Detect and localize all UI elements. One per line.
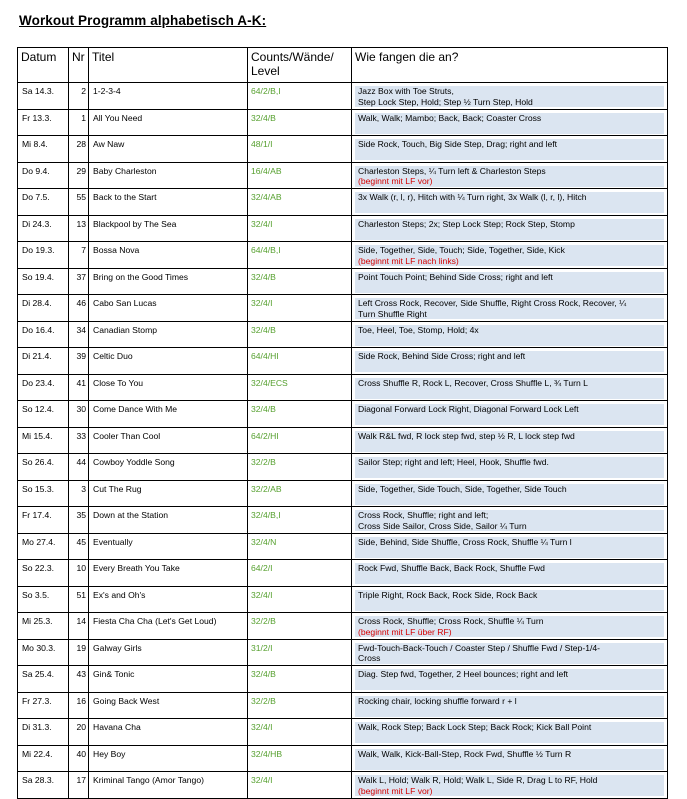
cell-nr: 29 — [69, 162, 89, 189]
steps-box — [355, 86, 664, 107]
cell-counts: 32/4/B — [248, 109, 352, 136]
cell-nr: 14 — [69, 613, 89, 640]
cell-steps — [352, 666, 668, 693]
table-row — [18, 268, 668, 295]
cell-steps — [352, 189, 668, 216]
table-row — [18, 745, 668, 772]
cell-datum: Di 31.3. — [18, 719, 69, 746]
steps-box — [355, 219, 664, 240]
cell-steps — [352, 745, 668, 772]
step-text: Side, Together, Side Touch, Side, Together, Side Touch — [358, 483, 567, 494]
table-row — [18, 189, 668, 216]
table-row — [18, 215, 668, 242]
table-row — [18, 454, 668, 481]
steps-box — [355, 616, 664, 637]
table-row — [18, 480, 668, 507]
table-row — [18, 242, 668, 269]
table-row — [18, 692, 668, 719]
cell-steps — [352, 136, 668, 163]
header-nr: Nr — [69, 48, 89, 83]
cell-nr: 2 — [69, 83, 89, 110]
cell-titel: Eventually — [89, 533, 248, 560]
header-counts: Counts/Wände/ Level — [248, 48, 352, 83]
cell-counts: 64/4/HI — [248, 348, 352, 375]
table-row — [18, 162, 668, 189]
cell-datum: Do 19.3. — [18, 242, 69, 269]
cell-datum: Mo 27.4. — [18, 533, 69, 560]
cell-counts: 32/4/I — [248, 215, 352, 242]
table-row — [18, 348, 668, 375]
steps-box — [355, 431, 664, 452]
table-row — [18, 83, 668, 110]
steps-box — [355, 298, 664, 319]
cell-nr: 7 — [69, 242, 89, 269]
step-text: Charleston Steps, ¼ Turn left & Charleston Steps — [358, 165, 546, 176]
cell-steps — [352, 374, 668, 401]
cell-steps — [352, 215, 668, 242]
cell-datum: Sa 14.3. — [18, 83, 69, 110]
step-text: Cross Side Sailor, Cross Side, Sailor ¼ Turn — [358, 520, 527, 531]
steps-box — [355, 696, 664, 717]
header-titel: Titel — [89, 48, 248, 83]
cell-nr: 16 — [69, 692, 89, 719]
cell-counts: 32/4/I — [248, 586, 352, 613]
steps-box — [355, 113, 664, 134]
step-text: Diag. Step fwd, Together, 2 Heel bounces; right and left — [358, 669, 569, 679]
cell-steps — [352, 719, 668, 746]
cell-titel: Cut The Rug — [89, 480, 248, 507]
steps-box — [355, 351, 664, 372]
cell-steps — [352, 480, 668, 507]
table-row — [18, 374, 668, 401]
cell-counts: 32/4/B — [248, 666, 352, 693]
cell-nr: 33 — [69, 427, 89, 454]
table-header-row — [18, 48, 668, 83]
step-text: Fwd-Touch-Back-Touch / Coaster Step / Shuffle Fwd / Step-1/4- — [358, 642, 601, 653]
step-text: Step Lock Step, Hold; Step ½ Turn Step, Hold — [358, 96, 533, 107]
cell-titel: All You Need — [89, 109, 248, 136]
cell-steps — [352, 401, 668, 428]
table-row — [18, 109, 668, 136]
cell-nr: 55 — [69, 189, 89, 216]
cell-titel: Bossa Nova — [89, 242, 248, 269]
cell-steps — [352, 83, 668, 110]
step-text: Cross — [358, 653, 381, 664]
cell-counts: 32/4/B,I — [248, 507, 352, 534]
cell-counts: 32/2/B — [248, 692, 352, 719]
cell-nr: 10 — [69, 560, 89, 587]
cell-counts: 32/4/ECS — [248, 374, 352, 401]
step-note: (beginnt mit LF vor) — [358, 176, 433, 187]
cell-steps — [352, 586, 668, 613]
cell-counts: 32/2/AB — [248, 480, 352, 507]
cell-titel: Gin& Tonic — [89, 666, 248, 693]
cell-counts: 32/4/I — [248, 772, 352, 799]
table-row — [18, 639, 668, 666]
steps-box — [355, 139, 664, 160]
cell-titel: Havana Cha — [89, 719, 248, 746]
step-text: Left Cross Rock, Recover, Side Shuffle, Right Cross Rock, Recover, ¼ — [358, 298, 627, 308]
cell-nr: 39 — [69, 348, 89, 375]
cell-datum: Sa 25.4. — [18, 666, 69, 693]
cell-titel: Bring on the Good Times — [89, 268, 248, 295]
cell-datum: So 19.4. — [18, 268, 69, 295]
table-row — [18, 533, 668, 560]
cell-steps — [352, 560, 668, 587]
step-text: Rock Fwd, Shuffle Back, Back Rock, Shuffle Fwd — [358, 563, 545, 573]
cell-titel: Close To You — [89, 374, 248, 401]
cell-nr: 19 — [69, 639, 89, 666]
cell-titel: Fiesta Cha Cha (Let's Get Loud) — [89, 613, 248, 640]
cell-datum: Mi 8.4. — [18, 136, 69, 163]
step-text: Toe, Heel, Toe, Stomp, Hold; 4x — [358, 324, 479, 335]
cell-steps — [352, 639, 668, 666]
step-text: Point Touch Point; Behind Side Cross; right and left — [358, 271, 553, 282]
cell-counts: 64/4/B,I — [248, 242, 352, 269]
cell-datum: So 22.3. — [18, 560, 69, 587]
table-row — [18, 295, 668, 322]
cell-datum: So 3.5. — [18, 586, 69, 613]
steps-box — [355, 457, 664, 478]
cell-nr: 30 — [69, 401, 89, 428]
cell-counts: 32/4/B — [248, 401, 352, 428]
step-text: Diagonal Forward Lock Right, Diagonal Forward Lock Left — [358, 404, 579, 414]
cell-nr: 1 — [69, 109, 89, 136]
cell-steps — [352, 427, 668, 454]
header-wie: Wie fangen die an? — [352, 48, 668, 83]
cell-datum: Fr 13.3. — [18, 109, 69, 136]
cell-nr: 45 — [69, 533, 89, 560]
cell-counts: 64/2/I — [248, 560, 352, 587]
cell-nr: 41 — [69, 374, 89, 401]
step-text: Side Rock, Touch, Big Side Step, Drag; right and left — [358, 139, 558, 149]
cell-titel: Kriminal Tango (Amor Tango) — [89, 772, 248, 799]
cell-counts: 32/4/HB — [248, 745, 352, 772]
table-row — [18, 666, 668, 693]
cell-titel: Cabo San Lucas — [89, 295, 248, 322]
table-row — [18, 586, 668, 613]
step-text: Jazz Box with Toe Struts, — [358, 86, 454, 96]
cell-datum: Do 9.4. — [18, 162, 69, 189]
cell-datum: Mi 22.4. — [18, 745, 69, 772]
cell-counts: 16/4/AB — [248, 162, 352, 189]
steps-box — [355, 563, 664, 584]
cell-datum: Di 21.4. — [18, 348, 69, 375]
cell-steps — [352, 295, 668, 322]
cell-titel: Down at the Station — [89, 507, 248, 534]
cell-titel: Canadian Stomp — [89, 321, 248, 348]
step-text: Cross Rock, Shuffle; right and left; — [358, 510, 489, 520]
cell-counts: 32/4/AB — [248, 189, 352, 216]
cell-counts: 64/2/B,I — [248, 83, 352, 110]
cell-datum: Di 28.4. — [18, 295, 69, 322]
steps-box — [355, 669, 664, 690]
cell-steps — [352, 242, 668, 269]
steps-box — [355, 643, 664, 664]
cell-nr: 46 — [69, 295, 89, 322]
steps-box — [355, 775, 664, 796]
steps-box — [355, 325, 664, 346]
steps-box — [355, 537, 664, 558]
steps-box — [355, 404, 664, 425]
step-text: Side, Behind, Side Shuffle, Cross Rock, Shuffle ¼ Turn l — [358, 536, 572, 547]
cell-nr: 35 — [69, 507, 89, 534]
header-datum: Datum — [18, 48, 69, 83]
cell-nr: 3 — [69, 480, 89, 507]
step-text: Sailor Step; right and left; Heel, Hook, Shuffle fwd. — [358, 457, 549, 467]
steps-box — [355, 484, 664, 505]
step-text: Walk, Walk, Kick-Ball-Step, Rock Fwd, Shuffle ½ Turn R — [358, 748, 572, 759]
cell-datum: Do 16.4. — [18, 321, 69, 348]
step-text: Side, Together, Side, Touch; Side, Together, Side, Kick — [358, 245, 565, 255]
cell-steps — [352, 454, 668, 481]
step-text: Cross Shuffle R, Rock L, Recover, Cross Shuffle L, ¾ Turn L — [358, 377, 588, 388]
cell-nr: 28 — [69, 136, 89, 163]
cell-titel: Ex's and Oh's — [89, 586, 248, 613]
cell-steps — [352, 613, 668, 640]
steps-box — [355, 245, 664, 266]
cell-titel: Every Breath You Take — [89, 560, 248, 587]
steps-box — [355, 590, 664, 611]
steps-box — [355, 192, 664, 213]
cell-steps — [352, 321, 668, 348]
step-text: 3x Walk (r, l, r), Hitch with ¼ Turn right, 3x Walk (l, r, l), Hitch — [358, 192, 587, 202]
cell-titel: Aw Naw — [89, 136, 248, 163]
cell-titel: Cooler Than Cool — [89, 427, 248, 454]
step-text: Charleston Steps; 2x; Step Lock Step; Rock Step, Stomp — [358, 218, 575, 229]
cell-datum: Do 23.4. — [18, 374, 69, 401]
step-note: (beginnt mit LF vor) — [358, 785, 433, 796]
table-row — [18, 401, 668, 428]
table-row — [18, 613, 668, 640]
workout-table — [17, 47, 668, 799]
table-row — [18, 560, 668, 587]
cell-datum: Sa 28.3. — [18, 772, 69, 799]
cell-datum: Mi 25.3. — [18, 613, 69, 640]
cell-titel: Come Dance With Me — [89, 401, 248, 428]
cell-steps — [352, 692, 668, 719]
cell-titel: Baby Charleston — [89, 162, 248, 189]
cell-steps — [352, 507, 668, 534]
cell-titel: Going Back West — [89, 692, 248, 719]
cell-nr: 34 — [69, 321, 89, 348]
cell-nr: 40 — [69, 745, 89, 772]
step-text: Walk R&L fwd, R lock step fwd, step ½ R, L lock step fwd — [358, 430, 575, 441]
step-text: Walk L, Hold; Walk R, Hold; Walk L, Side R, Drag L to RF, Hold — [358, 775, 598, 785]
step-text: Rocking chair, locking shuffle forward r + l — [358, 695, 517, 706]
table-row — [18, 427, 668, 454]
cell-counts: 64/2/HI — [248, 427, 352, 454]
step-note: (beginnt mit LF über RF) — [358, 626, 452, 637]
cell-datum: Mi 15.4. — [18, 427, 69, 454]
cell-datum: Do 7.5. — [18, 189, 69, 216]
cell-nr: 17 — [69, 772, 89, 799]
cell-nr: 44 — [69, 454, 89, 481]
cell-counts: 32/4/B — [248, 321, 352, 348]
steps-box — [355, 722, 664, 743]
cell-nr: 37 — [69, 268, 89, 295]
cell-steps — [352, 772, 668, 799]
cell-datum: Fr 27.3. — [18, 692, 69, 719]
cell-datum: Mo 30.3. — [18, 639, 69, 666]
cell-titel: 1-2-3-4 — [89, 83, 248, 110]
step-text: Turn Shuffle Right — [358, 308, 427, 319]
step-note: (beginnt mit LF nach links) — [358, 255, 459, 266]
cell-counts: 32/4/N — [248, 533, 352, 560]
step-text: Side Rock, Behind Side Cross; right and left — [358, 351, 526, 361]
cell-nr: 13 — [69, 215, 89, 242]
cell-counts: 32/4/I — [248, 295, 352, 322]
cell-titel: Galway Girls — [89, 639, 248, 666]
cell-counts: 32/4/B — [248, 268, 352, 295]
cell-titel: Back to the Start — [89, 189, 248, 216]
cell-steps — [352, 268, 668, 295]
cell-titel: Hey Boy — [89, 745, 248, 772]
cell-steps — [352, 109, 668, 136]
step-text: Walk, Walk; Mambo; Back, Back; Coaster Cross — [358, 112, 542, 123]
cell-counts: 32/2/B — [248, 613, 352, 640]
cell-counts: 31/2/I — [248, 639, 352, 666]
step-text: Cross Rock, Shuffle; Cross Rock, Shuffle ¼ Turn — [358, 616, 544, 626]
cell-datum: So 15.3. — [18, 480, 69, 507]
step-text: Triple Right, Rock Back, Rock Side, Rock Back — [358, 589, 538, 600]
step-text: Walk, Rock Step; Back Lock Step; Back Rock; Kick Ball Point — [358, 722, 592, 732]
cell-counts: 32/2/B — [248, 454, 352, 481]
steps-box — [355, 166, 664, 187]
table-row — [18, 507, 668, 534]
table-row — [18, 321, 668, 348]
cell-datum: Di 24.3. — [18, 215, 69, 242]
cell-titel: Celtic Duo — [89, 348, 248, 375]
cell-nr: 51 — [69, 586, 89, 613]
steps-box — [355, 272, 664, 293]
page-title: Workout Programm alphabetisch A-K: — [19, 13, 267, 28]
cell-datum: So 12.4. — [18, 401, 69, 428]
cell-steps — [352, 348, 668, 375]
table-row — [18, 136, 668, 163]
cell-steps — [352, 533, 668, 560]
table-body — [18, 83, 668, 799]
cell-datum: Fr 17.4. — [18, 507, 69, 534]
table-row — [18, 772, 668, 799]
cell-counts: 32/4/I — [248, 719, 352, 746]
cell-datum: So 26.4. — [18, 454, 69, 481]
cell-titel: Cowboy Yoddle Song — [89, 454, 248, 481]
cell-counts: 48/1/I — [248, 136, 352, 163]
steps-box — [355, 378, 664, 399]
cell-nr: 43 — [69, 666, 89, 693]
steps-box — [355, 510, 664, 531]
cell-steps — [352, 162, 668, 189]
cell-nr: 20 — [69, 719, 89, 746]
cell-titel: Blackpool by The Sea — [89, 215, 248, 242]
steps-box — [355, 749, 664, 770]
table-row — [18, 719, 668, 746]
